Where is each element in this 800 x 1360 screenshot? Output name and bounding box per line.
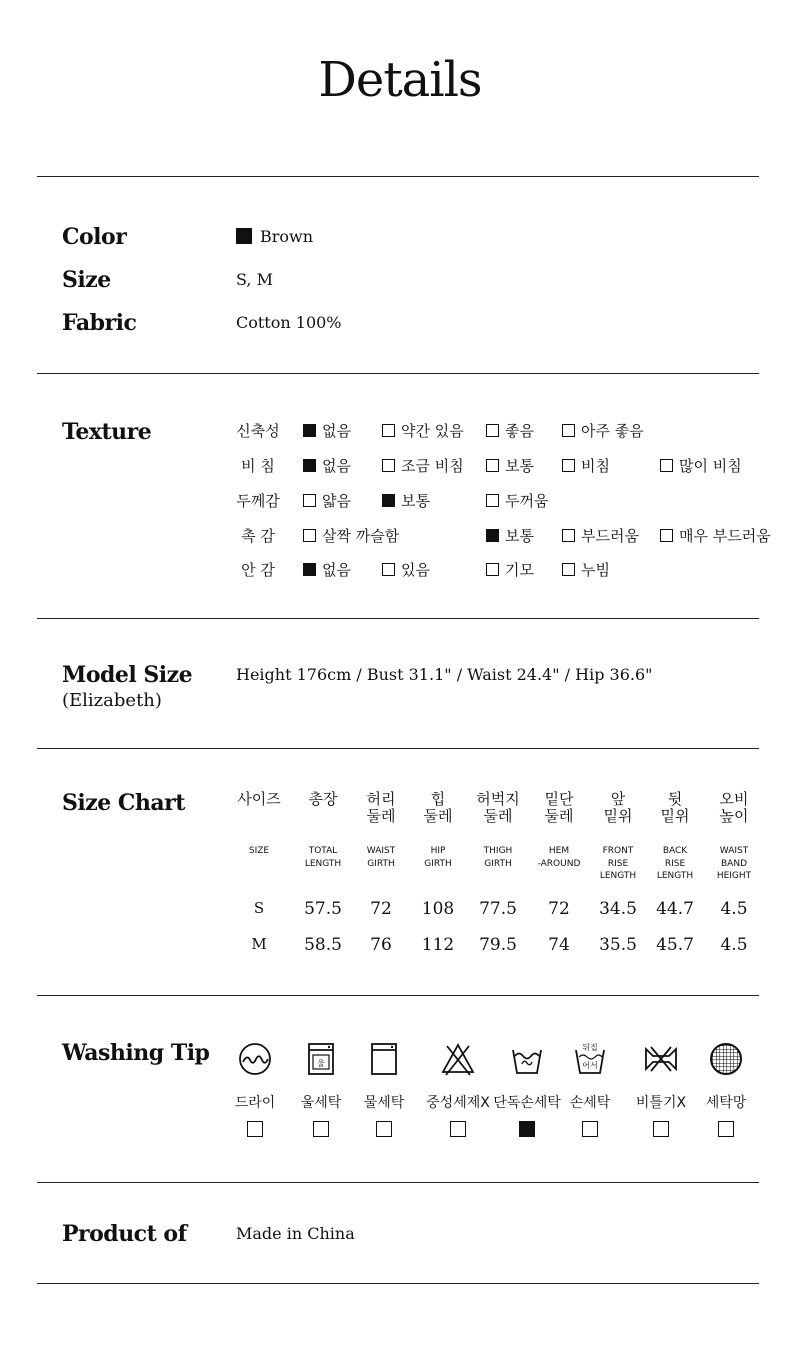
size-chart-header-ko <box>229 791 289 808</box>
texture-option-label: 보통 <box>401 492 430 510</box>
washing-label: 드라이 <box>234 1095 276 1111</box>
divider <box>37 176 759 177</box>
texture-option <box>382 559 430 580</box>
header-line: 둘레 <box>544 807 574 825</box>
size-chart-cell: 4.5 <box>720 899 748 919</box>
texture-option-label: 좋음 <box>505 422 534 440</box>
checkbox[interactable] <box>660 529 673 542</box>
texture-option-label: 매우 부드러움 <box>679 527 771 545</box>
size-chart-header-en <box>645 845 705 883</box>
size-chart-header-en <box>408 845 468 870</box>
size-chart-cell: 108 <box>421 899 455 919</box>
texture-label: Texture <box>62 419 152 445</box>
size-chart-cell: 44.7 <box>656 899 694 919</box>
no-bleach-icon <box>441 1042 475 1076</box>
size-chart-header-ko <box>408 791 468 825</box>
header-line: 둘레 <box>423 807 453 825</box>
texture-option <box>303 455 351 476</box>
checkbox[interactable] <box>303 424 316 437</box>
texture-row-label: 두께감 <box>236 492 280 510</box>
texture-option-label: 부드러움 <box>581 527 639 545</box>
checkbox[interactable] <box>519 1121 535 1137</box>
header-line: GIRTH <box>367 858 395 869</box>
size-chart-cell: 74 <box>548 935 570 955</box>
dry-clean-icon <box>238 1042 272 1076</box>
texture-option-label: 살짝 까슬함 <box>322 527 400 545</box>
size-chart-header-en <box>293 845 353 870</box>
texture-option-label: 보통 <box>505 527 534 545</box>
fabric-label: Fabric <box>62 310 137 336</box>
header-line: 허벅지 <box>476 790 520 808</box>
texture-option <box>486 525 534 546</box>
texture-option <box>486 490 548 511</box>
divider <box>37 1283 759 1284</box>
header-line: -AROUND <box>537 858 581 869</box>
divider <box>37 618 759 619</box>
size-chart-cell: 79.5 <box>479 935 517 955</box>
checkbox[interactable] <box>303 563 316 576</box>
checkbox[interactable] <box>562 459 575 472</box>
size-chart-size-cell: M <box>251 935 267 953</box>
texture-option <box>303 525 399 546</box>
texture-option-label: 보통 <box>505 457 534 475</box>
size-chart-header-ko <box>588 791 648 825</box>
washing-tip-label: Washing Tip <box>62 1040 210 1066</box>
size-chart-cell: 72 <box>370 899 392 919</box>
hand-wash-icon <box>510 1042 544 1076</box>
texture-option-label: 얇음 <box>322 492 351 510</box>
divider <box>37 748 759 749</box>
header-line: 밑단 <box>544 790 574 808</box>
size-chart-header-en <box>229 845 289 858</box>
checkbox[interactable] <box>562 424 575 437</box>
washing-label: 세탁망 <box>705 1095 747 1111</box>
checkbox[interactable] <box>303 459 316 472</box>
size-chart-cell: 57.5 <box>304 899 342 919</box>
header-line: HEM <box>548 846 570 856</box>
divider <box>37 995 759 996</box>
product-of-label: Product of <box>62 1221 187 1247</box>
model-name: (Elizabeth) <box>62 690 162 711</box>
checkbox[interactable] <box>303 529 316 542</box>
checkbox[interactable] <box>303 494 316 507</box>
checkbox[interactable] <box>562 529 575 542</box>
svg-text:울: 울 <box>317 1059 325 1068</box>
model-info: Height 176cm / Bust 31.1" / Waist 24.4" / Hip 36.6" <box>236 665 653 684</box>
header-line: 오비 <box>719 790 749 808</box>
washing-label: 울세탁 <box>300 1095 342 1111</box>
size-chart-cell: 58.5 <box>304 935 342 955</box>
divider <box>37 1182 759 1183</box>
header-line: LENGTH <box>304 858 342 869</box>
header-line: 둘레 <box>483 807 513 825</box>
texture-row-label: 안 감 <box>241 561 275 579</box>
size-chart-cell: 77.5 <box>479 899 517 919</box>
inside-out-wash-icon <box>573 1042 607 1076</box>
texture-option <box>303 559 351 580</box>
header-line: RISE <box>607 858 629 869</box>
texture-option <box>660 455 742 476</box>
header-line: FRONT <box>602 846 634 856</box>
checkbox[interactable] <box>486 529 499 542</box>
texture-option <box>303 490 351 511</box>
product-of-value: Made in China <box>236 1224 355 1243</box>
color-label: Color <box>62 224 127 250</box>
header-line: LENGTH <box>656 871 694 881</box>
header-line: TOTAL <box>308 846 338 856</box>
header-line: RISE <box>664 858 686 869</box>
texture-row-label: 비 침 <box>241 457 275 475</box>
texture-option <box>382 455 464 476</box>
texture-option <box>486 559 534 580</box>
texture-option-label: 기모 <box>505 561 534 579</box>
washing-label: 단독손세탁 <box>493 1095 561 1111</box>
texture-option-label: 비침 <box>581 457 610 475</box>
size-chart-label: Size Chart <box>62 790 185 816</box>
size-chart-header-ko <box>468 791 528 825</box>
header-line: WAIST <box>719 846 749 856</box>
size-chart-cell: 76 <box>370 935 392 955</box>
washing-label: 손세탁 <box>569 1095 611 1111</box>
svg-text:뒤집: 뒤집 <box>582 1043 598 1052</box>
checkbox[interactable] <box>562 563 575 576</box>
checkbox[interactable] <box>382 563 395 576</box>
no-wring-icon <box>644 1042 678 1076</box>
header-line: 둘레 <box>366 807 396 825</box>
texture-option-label: 있음 <box>401 561 430 579</box>
size-label: Size <box>62 267 111 293</box>
texture-option <box>303 420 351 441</box>
header-line: 허리 <box>366 790 396 808</box>
checkbox[interactable] <box>486 424 499 437</box>
size-chart-header-ko <box>645 791 705 825</box>
texture-option-label: 많이 비침 <box>679 457 742 475</box>
header-line: HIP <box>430 846 446 856</box>
checkbox[interactable] <box>660 459 673 472</box>
texture-option <box>486 455 534 476</box>
size-chart-cell: 4.5 <box>720 935 748 955</box>
texture-row-label: 촉 감 <box>241 527 275 545</box>
size-chart-header-en <box>704 845 764 883</box>
texture-option-label: 약간 있음 <box>401 422 464 440</box>
size-chart-cell: 34.5 <box>599 899 637 919</box>
size-chart-cell: 35.5 <box>599 935 637 955</box>
model-size-label: Model Size <box>62 662 193 688</box>
size-chart-header-en <box>351 845 411 870</box>
wool-wash-icon <box>304 1042 338 1076</box>
washing-label: 중성세제X <box>426 1095 490 1111</box>
color-value <box>236 227 313 246</box>
checkbox[interactable] <box>653 1121 669 1137</box>
checkbox[interactable] <box>247 1121 263 1137</box>
texture-row-label: 신축성 <box>236 422 280 440</box>
texture-option <box>382 490 430 511</box>
size-chart-header-ko <box>293 791 353 808</box>
header-line: 앞 <box>610 790 626 808</box>
header-line: 총장 <box>308 790 338 808</box>
header-line: WAIST <box>366 846 396 856</box>
fabric-value: Cotton 100% <box>236 313 342 332</box>
washing-label: 비틀기X <box>635 1095 687 1111</box>
checkbox[interactable] <box>382 459 395 472</box>
texture-option <box>562 525 639 546</box>
water-wash-icon <box>367 1042 401 1076</box>
texture-option-label: 아주 좋음 <box>581 422 644 440</box>
size-chart-header-en <box>468 845 528 870</box>
texture-option-label: 없음 <box>322 457 351 475</box>
laundry-net-icon <box>709 1042 743 1076</box>
svg-text:어서: 어서 <box>582 1061 598 1070</box>
size-value: S, M <box>236 270 273 289</box>
header-line: BACK <box>662 846 688 856</box>
header-line: BAND <box>721 858 747 869</box>
checkbox[interactable] <box>718 1121 734 1137</box>
color-swatch <box>236 228 252 244</box>
checkbox[interactable] <box>376 1121 392 1137</box>
checkbox[interactable] <box>450 1121 466 1137</box>
header-line: HEIGHT <box>716 871 752 881</box>
texture-option-label: 없음 <box>322 561 351 579</box>
checkbox[interactable] <box>382 424 395 437</box>
checkbox[interactable] <box>313 1121 329 1137</box>
header-line: 뒷 <box>667 790 683 808</box>
checkbox[interactable] <box>486 563 499 576</box>
checkbox[interactable] <box>486 494 499 507</box>
size-chart-size-cell: S <box>253 899 265 917</box>
size-chart-cell: 112 <box>421 935 455 955</box>
size-chart-header-en <box>529 845 589 870</box>
header-line: LENGTH <box>599 871 637 881</box>
texture-option <box>382 420 464 441</box>
texture-option <box>660 525 771 546</box>
divider <box>37 373 759 374</box>
size-chart-header-ko <box>529 791 589 825</box>
checkbox[interactable] <box>382 494 395 507</box>
header-line: THIGH <box>483 846 513 856</box>
size-chart-header-en <box>588 845 648 883</box>
texture-option <box>562 559 610 580</box>
texture-option-label: 조금 비침 <box>401 457 464 475</box>
texture-option <box>562 455 610 476</box>
checkbox[interactable] <box>582 1121 598 1137</box>
header-line: 밑위 <box>660 807 690 825</box>
header-line: GIRTH <box>484 858 512 869</box>
texture-option-label: 누빔 <box>581 561 610 579</box>
header-line: GIRTH <box>424 858 452 869</box>
header-line: 힙 <box>430 790 446 808</box>
texture-option <box>562 420 644 441</box>
size-chart-header-ko <box>704 791 764 825</box>
texture-option-label: 없음 <box>322 422 351 440</box>
washing-label: 물세탁 <box>363 1095 405 1111</box>
header-line: SIZE <box>248 846 270 856</box>
header-line: 높이 <box>719 807 749 825</box>
page-title: Details <box>318 52 482 108</box>
size-chart-cell: 72 <box>548 899 570 919</box>
header-line: 밑위 <box>603 807 633 825</box>
texture-option-label: 두꺼움 <box>505 492 549 510</box>
texture-option <box>486 420 534 441</box>
size-chart-cell: 45.7 <box>656 935 694 955</box>
checkbox[interactable] <box>486 459 499 472</box>
color-value-text: Brown <box>260 227 314 246</box>
header-line: 사이즈 <box>237 790 281 808</box>
size-chart-header-ko <box>351 791 411 825</box>
